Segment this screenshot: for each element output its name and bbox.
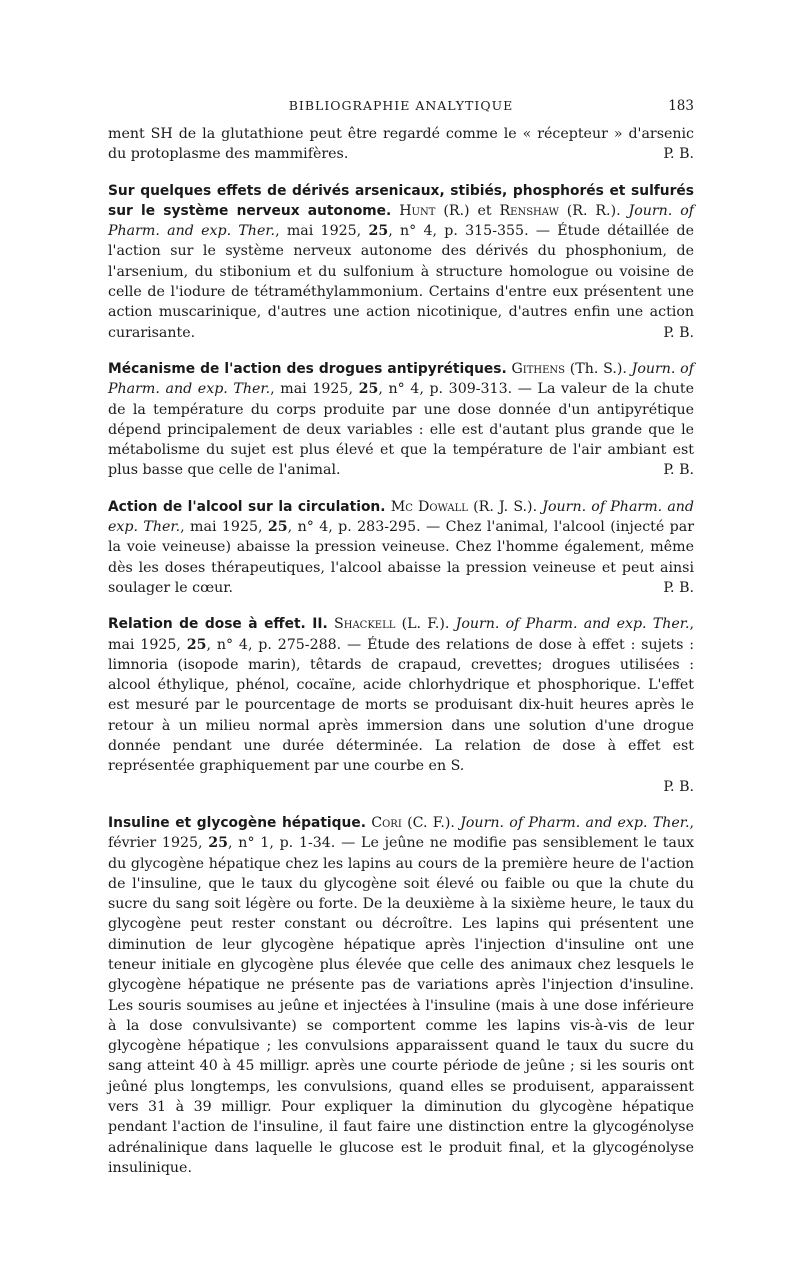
signature: P. B.: [663, 146, 694, 163]
volume-number: 25: [358, 381, 379, 398]
abstract-entry: [108, 813, 694, 1178]
issue-pages: , n° 4, p. 315-355.: [388, 223, 529, 240]
running-title: BIBLIOGRAPHIE ANALYTIQUE: [288, 98, 514, 113]
author-initials: (L. F.).: [401, 616, 450, 633]
author-initials: (C. F.).: [407, 814, 455, 831]
author-initials: (R.): [443, 202, 470, 219]
volume-number: 25: [368, 223, 389, 240]
author-name: Shackell: [334, 616, 396, 633]
issue-pages: , n° 4, p. 275-288.: [206, 636, 342, 653]
publication-date: , mai 1925,: [108, 616, 695, 653]
lead-text: ment SH de la glutathione peut être regardé comme le « récepteur » d'arsenic du protoplasme des mammifères.: [108, 126, 694, 163]
entry-title: Insuline et glycogène hépatique.: [108, 814, 366, 831]
abstract-entry: [108, 497, 694, 598]
author-name: Cori: [371, 814, 402, 831]
signature: P. B.: [663, 579, 694, 596]
journal-name: Journ. of Pharm. and exp. Ther.: [108, 202, 694, 240]
entry-body: — Étude détaillée de l'action sur le système nerveux autonome des dérivés du phosphonium, de l'arsenium, du stibonium et du sulfonium à structure homologue ou voisine de celle de l'iodure de tétraméthylammonium. Certains d'entre eux présentent une action muscarinique, d'autres une action nicotinique, d'autres enfin une action curarisante.: [108, 223, 695, 341]
issue-pages: , n° 4, p. 283-295.: [287, 519, 421, 536]
volume-number: 25: [208, 835, 229, 852]
entry-title: Mécanisme de l'action des drogues antipyrétiques.: [108, 360, 507, 377]
page-header: [108, 98, 694, 120]
page-number: 183: [668, 98, 694, 114]
entry-body: — La valeur de la chute de la température du corps produite par une dose donnée d'un antipyrétique dépend principalement de deux variables : elle est d'autant plus grande que le métabolisme du sujet est plus élevé et que la température de l'air ambiant est plus basse que celle de l'animal.: [108, 381, 695, 479]
entry-body: — Chez l'animal, l'alcool (injecté par la voie veineuse) abaisse la pression veineuse. Chez l'homme également, même dès les doses thérapeutiques, l'alcool abaisse la pression veineuse et peut ainsi soulager le cœur.: [108, 519, 694, 596]
publication-date: , mai 1925,: [270, 381, 359, 398]
abstract-entry: [108, 359, 694, 481]
signature: P. B.: [663, 324, 694, 341]
journal-name: Journ. of Pharm. and exp. Ther.: [455, 616, 690, 633]
journal-name: Journ. of Pharm. and exp. Ther.: [108, 498, 695, 536]
issue-pages: , n° 4, p. 309-313.: [378, 381, 513, 398]
publication-date: , mai 1925,: [275, 223, 369, 240]
entry-body: — Le jeûne ne modifie pas sensiblement le taux du glycogène hépatique chez les lapins au cours de la première heure de l'action de l'insuline, que le taux du glycogène soit élevé ou faible ou que la chute du sucre du sang soit légère ou forte. De la deuxième à la sixième heure, le taux du glycogène peut rester constant ou décroître. Les lapins qui présentent une diminution de leur glycogène hépatique après l'injection d'insuline ont une teneur initiale en glycogène plus élevée que celle des animaux chez lesquels le glycogène hépatique ne présente pas de variations après l'injection d'insuline. Les souris soumises au jeûne et injectées à l'insuline (mais à une dose inférieure à la dose convulsivante) se comportent comme les lapins vis-à-vis de leur glycogène hépatique ; les convulsions apparaissent quand le taux du sucre du sang atteint 40 à 45 milligr. après une courte période de jeûne ; si les souris ont jeûné plus longtemps, les convulsions, quand elles se produisent, apparaissent vers 31 à 39 milligr. Pour expliquer la diminution du glycogène hépatique pendant l'action de l'insuline, il faut faire une distinction entre la glycogénolyse adrénalinique dans laquelle le glucose est le produit final, et la glycogénolyse insulinique.: [108, 835, 694, 1176]
journal-name: Journ. of Pharm. and exp. Ther.: [108, 360, 694, 398]
author-name: Githens: [511, 360, 566, 377]
author-name: Hunt: [399, 202, 436, 219]
entry-title: Action de l'alcool sur la circulation.: [108, 498, 386, 515]
journal-name: Journ. of Pharm. and exp. Ther.: [460, 814, 690, 831]
signature: P. B.: [663, 778, 694, 795]
conjunction: et: [477, 202, 492, 219]
author-name: Mc Dowall: [390, 498, 468, 515]
entry-body: — Étude des relations de dose à effet : sujets : limnoria (isopode marin), têtards de crapaud, crevettes; drogues utilisées : alcool éthylique, phénol, cocaïne, acide chlorhydrique et phosphorique. L'effet est mesuré par le pourcentage de morts se produisant dix-huit heures après le retour à un milieu normal après immersion dans une solution d'une drogue donnée pendant une durée déterminée. La relation de dose à effet est représentée graphiquement par une courbe en S.: [108, 636, 694, 775]
entry-title: Relation de dose à effet. II.: [108, 616, 328, 633]
document-page: [108, 98, 694, 1178]
author-name: Renshaw: [499, 202, 559, 219]
author-initials: (R. J. S.).: [473, 498, 538, 515]
lead-paragraph: [108, 124, 694, 165]
abstract-entry: [108, 614, 694, 776]
publication-date: , février 1925,: [108, 814, 694, 852]
author-initials: (Th. S.).: [569, 360, 627, 377]
volume-number: 25: [186, 636, 207, 653]
entry-title: Sur quelques effets de dérivés arsenicaux, stibiés, phosphorés et sulfurés sur le système nerveux autonome.: [108, 182, 694, 219]
publication-date: , mai 1925,: [180, 519, 268, 536]
abstract-entry: [108, 181, 694, 343]
signature-line: [108, 777, 694, 797]
signature: P. B.: [663, 462, 694, 479]
issue-pages: , n° 1, p. 1-34.: [228, 835, 336, 852]
volume-number: 25: [267, 519, 288, 536]
author-initials: (R. R.).: [566, 202, 621, 219]
